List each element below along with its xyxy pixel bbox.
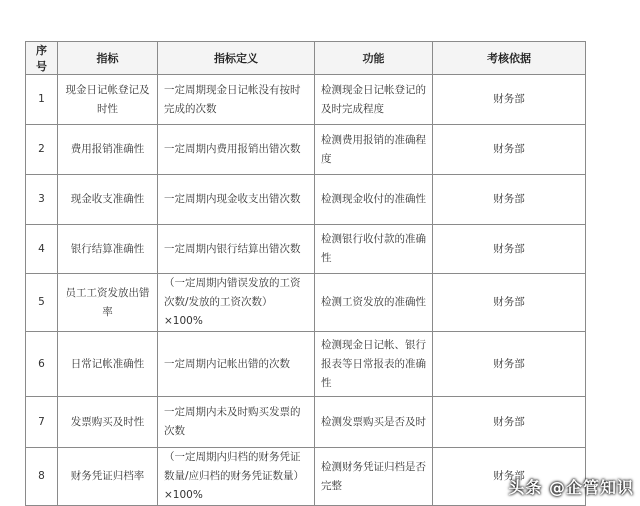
table-header-row	[26, 42, 586, 75]
cell-basis: 财务部	[433, 75, 586, 125]
cell-no: 7	[26, 397, 58, 448]
cell-function: 检测费用报销的准确程度	[315, 125, 433, 175]
cell-metric: 日常记帐准确性	[58, 332, 158, 397]
cell-no: 2	[26, 125, 58, 175]
cell-basis: 财务部	[433, 175, 586, 225]
cell-no: 3	[26, 175, 58, 225]
cell-function: 检测现金日记帐登记的及时完成程度	[315, 75, 433, 125]
header-definition: 指标定义	[158, 42, 315, 75]
table-row	[26, 125, 586, 175]
cell-no: 5	[26, 274, 58, 332]
cell-definition: （一定周期内归档的财务凭证数量/应归档的财务凭证数量）×100%	[158, 448, 315, 506]
cell-metric: 现金收支准确性	[58, 175, 158, 225]
cell-no: 8	[26, 448, 58, 506]
cell-function: 检测银行收付款的准确性	[315, 225, 433, 274]
cell-function: 检测工资发放的准确性	[315, 274, 433, 332]
header-function: 功能	[315, 42, 433, 75]
table-row	[26, 448, 586, 506]
cell-no: 4	[26, 225, 58, 274]
cell-definition: 一定周期内现金收支出错次数	[158, 175, 315, 225]
cell-metric: 员工工资发放出错率	[58, 274, 158, 332]
table-row	[26, 274, 586, 332]
cell-no: 6	[26, 332, 58, 397]
cell-function: 检测财务凭证归档是否完整	[315, 448, 433, 506]
cell-basis: 财务部	[433, 332, 586, 397]
cell-metric: 发票购买及时性	[58, 397, 158, 448]
cell-basis: 财务部	[433, 274, 586, 332]
watermark: 头条 @企管知识	[508, 478, 634, 497]
cell-function: 检测现金收付的准确性	[315, 175, 433, 225]
table-row	[26, 75, 586, 125]
table-row	[26, 225, 586, 274]
cell-function: 检测发票购买是否及时	[315, 397, 433, 448]
cell-no: 1	[26, 75, 58, 125]
cell-definition: 一定周期内记帐出错的次数	[158, 332, 315, 397]
header-metric: 指标	[58, 42, 158, 75]
cell-metric: 银行结算准确性	[58, 225, 158, 274]
cell-metric: 费用报销准确性	[58, 125, 158, 175]
table-row	[26, 175, 586, 225]
cell-function: 检测现金日记帐、银行报表等日常报表的准确性	[315, 332, 433, 397]
header-no: 序号	[26, 42, 58, 75]
cell-basis: 财务部	[433, 448, 586, 506]
cell-metric: 现金日记帐登记及时性	[58, 75, 158, 125]
table-row	[26, 397, 586, 448]
header-basis: 考核依据	[433, 42, 586, 75]
cell-basis: 财务部	[433, 225, 586, 274]
cell-definition: 一定周期现金日记帐没有按时完成的次数	[158, 75, 315, 125]
cell-definition: 一定周期内费用报销出错次数	[158, 125, 315, 175]
cell-basis: 财务部	[433, 397, 586, 448]
cell-definition: （一定周期内错误发放的工资次数/发放的工资次数）×100%	[158, 274, 315, 332]
cell-definition: 一定周期内未及时购买发票的次数	[158, 397, 315, 448]
cell-metric: 财务凭证归档率	[58, 448, 158, 506]
cell-definition: 一定周期内银行结算出错次数	[158, 225, 315, 274]
cell-basis: 财务部	[433, 125, 586, 175]
table-row	[26, 332, 586, 397]
kpi-table	[25, 41, 586, 506]
